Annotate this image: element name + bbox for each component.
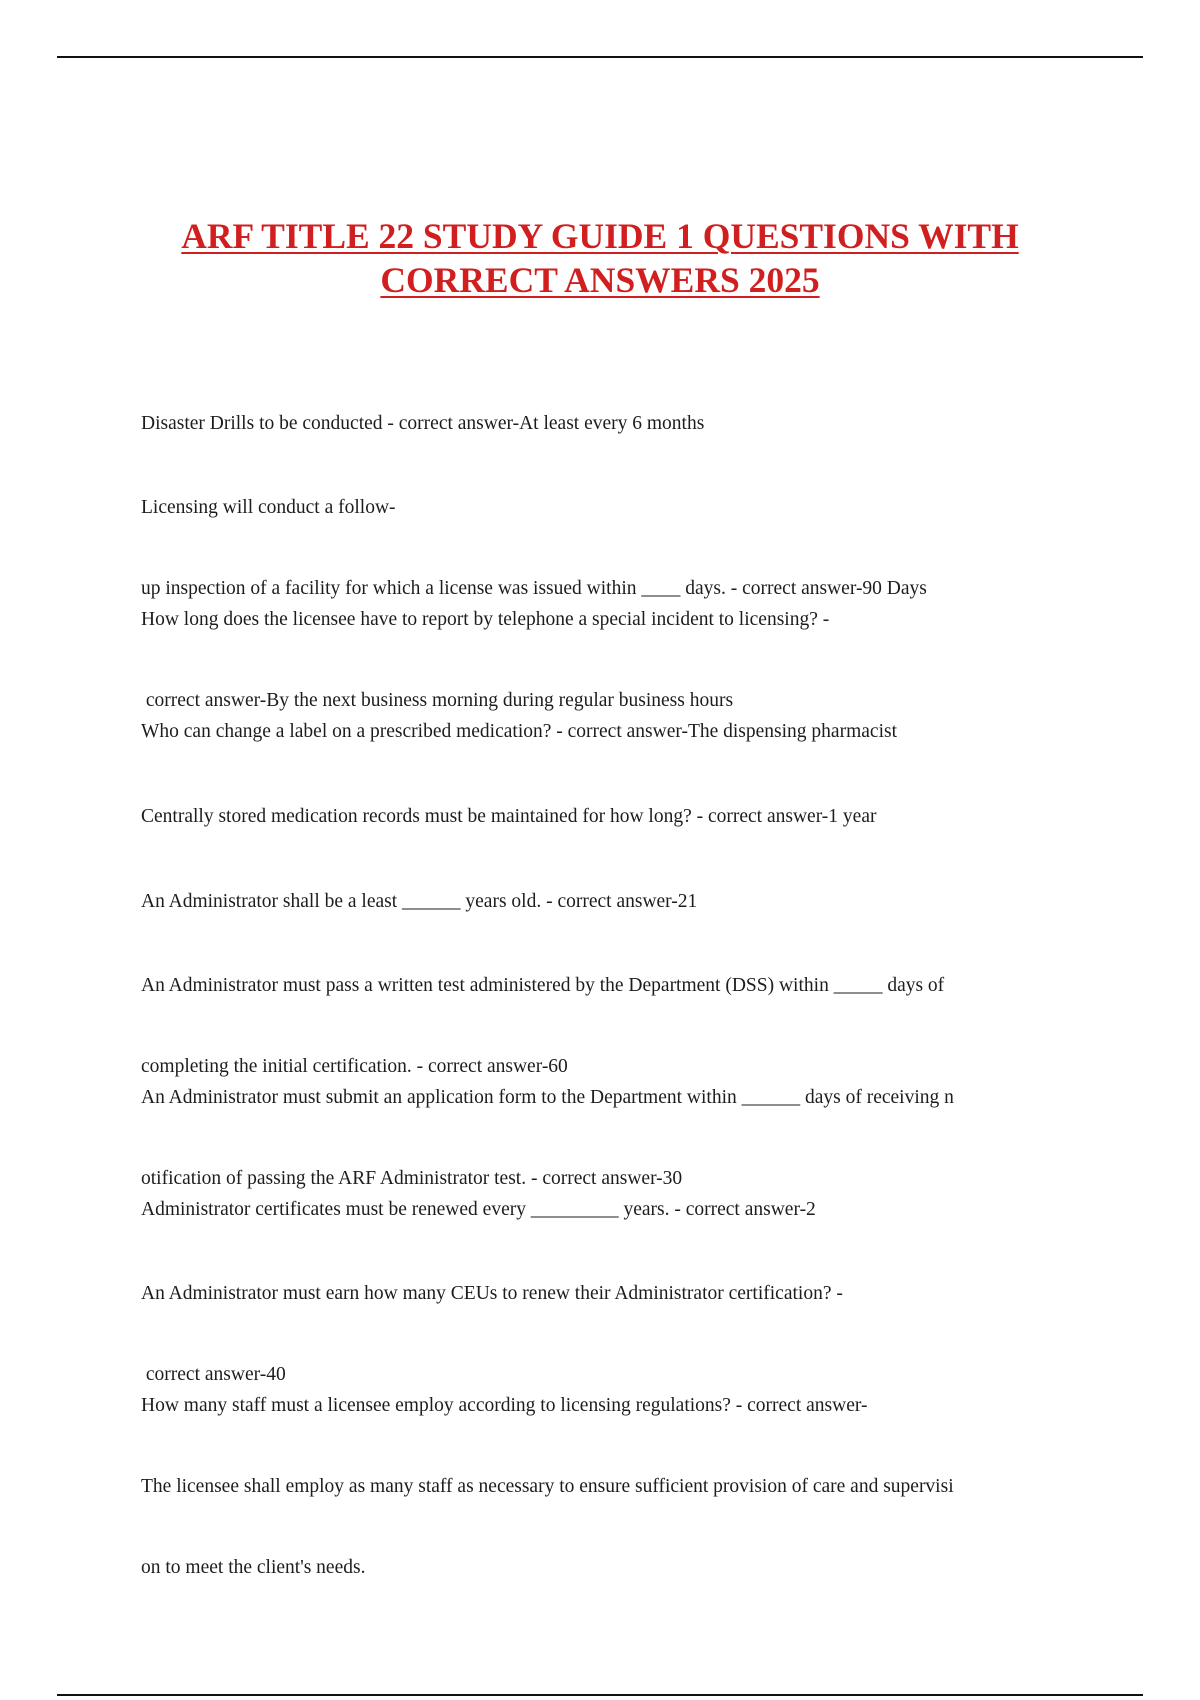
qa-line: How long does the licensee have to report by telephone a special incident to licensing? - bbox=[141, 609, 830, 630]
qa-line: Licensing will conduct a follow- bbox=[141, 497, 396, 518]
qa-line: Disaster Drills to be conducted - correct answer-At least every 6 months bbox=[141, 413, 705, 434]
qa-line: up inspection of a facility for which a license was issued within ____ days. - correct answer-90 Days bbox=[141, 578, 927, 599]
qa-line: Centrally stored medication records must be maintained for how long? - correct answer-1 year bbox=[141, 806, 877, 827]
qa-item-staffing bbox=[141, 1338, 1081, 1608]
qa-line: correct answer-By the next business morning during regular business hours bbox=[141, 690, 734, 711]
qa-line: An Administrator must pass a written test administered by the Department (DSS) within _____ days of bbox=[141, 975, 945, 996]
top-rule bbox=[57, 56, 1143, 58]
qa-line: completing the initial certification. - correct answer-60 bbox=[141, 1056, 568, 1077]
qa-line: Administrator certificates must be renewed every _________ years. - correct answer-2 bbox=[141, 1199, 816, 1220]
bottom-rule bbox=[57, 1694, 1143, 1696]
qa-line: The licensee shall employ as many staff as necessary to ensure sufficient provision of care and supervisi bbox=[141, 1476, 954, 1497]
qa-line: correct answer-40 bbox=[141, 1364, 286, 1385]
qa-line: An Administrator must submit an application form to the Department within ______ days of receiving n bbox=[141, 1087, 954, 1108]
qa-line: How many staff must a licensee employ according to licensing regulations? - correct answer- bbox=[141, 1395, 868, 1416]
qa-line: on to meet the client's needs. bbox=[141, 1557, 366, 1578]
qa-line: An Administrator shall be a least ______ years old. - correct answer-21 bbox=[141, 891, 698, 912]
document-title bbox=[60, 214, 1140, 302]
qa-line: otification of passing the ARF Administrator test. - correct answer-30 bbox=[141, 1168, 683, 1189]
qa-line: Who can change a label on a prescribed medication? - correct answer-The dispensing pharmacist bbox=[141, 721, 897, 742]
title-line-1: ARF TITLE 22 STUDY GUIDE 1 QUESTIONS WITH bbox=[181, 216, 1019, 256]
title-line-2: CORRECT ANSWERS 2025 bbox=[380, 260, 820, 300]
qa-line: An Administrator must earn how many CEUs to renew their Administrator certification? - bbox=[141, 1283, 843, 1304]
